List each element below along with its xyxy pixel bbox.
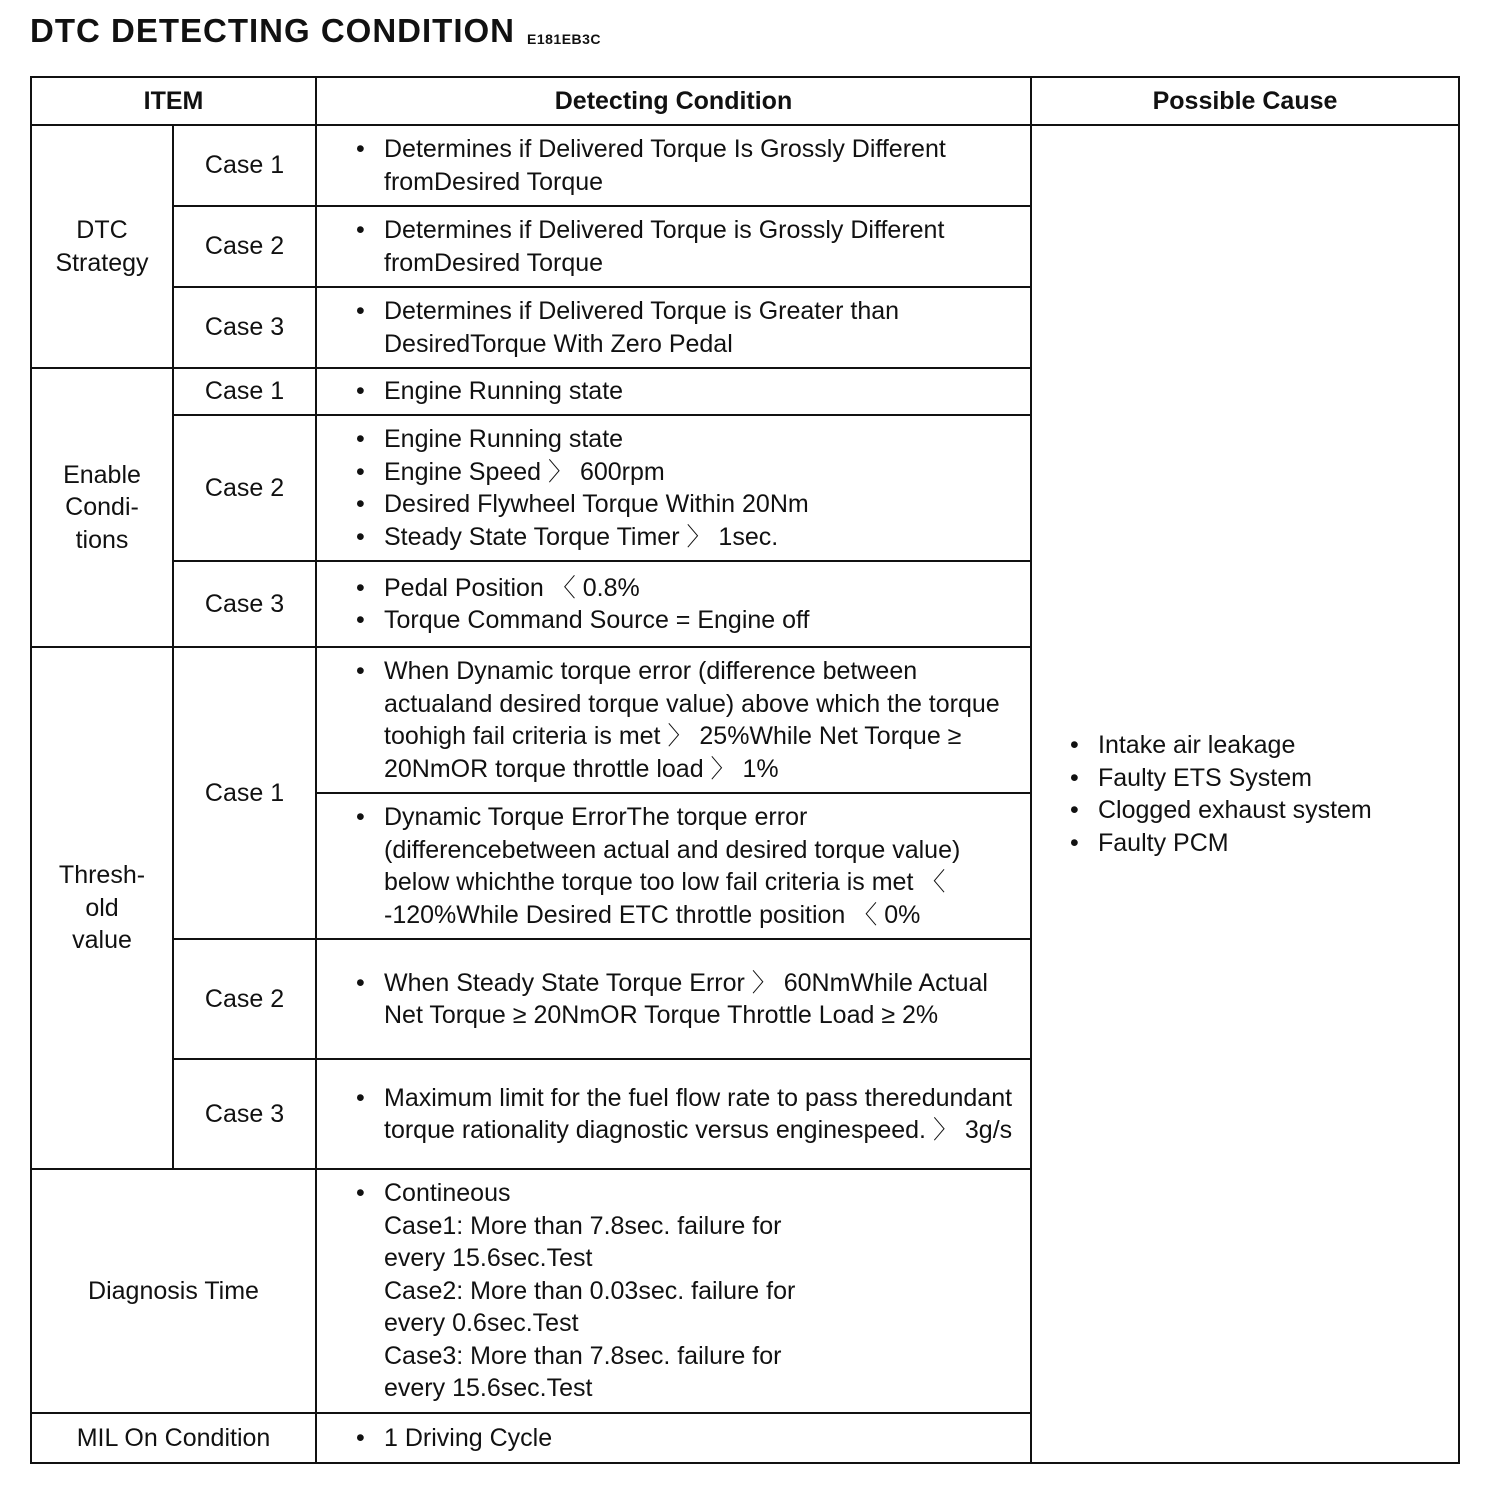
condition-cell bbox=[316, 561, 1031, 647]
group-label-enable-conditions: Enable Condi- tions bbox=[31, 368, 173, 647]
condition-item: • Contineous bbox=[317, 1177, 1024, 1210]
header-possible-cause: Possible Cause bbox=[1031, 77, 1459, 125]
condition-item: • 1 Driving Cycle bbox=[317, 1422, 1024, 1455]
condition-cell bbox=[316, 206, 1031, 287]
diagnosis-line: every 15.6sec.Test bbox=[384, 1244, 593, 1273]
case-label: Case 2 bbox=[173, 939, 316, 1059]
case-label: Case 2 bbox=[173, 415, 316, 561]
group-label-threshold-value: Thresh- old value bbox=[31, 647, 173, 1169]
condition-cell bbox=[316, 793, 1031, 939]
header-item: ITEM bbox=[31, 77, 316, 125]
table-row bbox=[31, 125, 1459, 206]
condition-item: • When Dynamic torque error (difference between actualand desired torque value) above which the torque toohigh fail criteria is met 〉 25%While Net Torque ≥ 20NmOR torque throttle load 〉 1% bbox=[317, 655, 1024, 785]
condition-item: • When Steady State Torque Error 〉 60NmWhile Actual Net Torque ≥ 20NmOR Torque Throttle Load ≥ 2% bbox=[317, 967, 1024, 1032]
case-label: Case 2 bbox=[173, 206, 316, 287]
table-header-row bbox=[31, 77, 1459, 125]
condition-cell bbox=[316, 1059, 1031, 1169]
case-label: Case 1 bbox=[173, 368, 316, 415]
page-title: DTC DETECTING CONDITION bbox=[30, 12, 515, 49]
group-label-diagnosis-time: Diagnosis Time bbox=[31, 1169, 316, 1413]
document-code: E181EB3C bbox=[527, 31, 602, 47]
condition-item: • Engine Speed 〉 600rpm bbox=[317, 456, 1024, 489]
cause-item: • Faulty PCM bbox=[1032, 827, 1452, 860]
diagnosis-line: Case3: More than 7.8sec. failure for bbox=[384, 1341, 782, 1370]
condition-item: • Pedal Position 〈 0.8% bbox=[317, 572, 1024, 605]
condition-cell bbox=[316, 1169, 1031, 1413]
condition-cell bbox=[316, 415, 1031, 561]
condition-item: • Determines if Delivered Torque is Greater than DesiredTorque With Zero Pedal bbox=[317, 295, 1024, 360]
possible-cause-cell bbox=[1031, 125, 1459, 1463]
condition-item: • Engine Running state bbox=[317, 375, 1024, 408]
condition-cell bbox=[316, 287, 1031, 368]
diagnosis-line: Case2: More than 0.03sec. failure for bbox=[384, 1276, 796, 1305]
case-label: Case 1 bbox=[173, 125, 316, 206]
condition-item: • Maximum limit for the fuel flow rate to pass theredundant torque rationality diagnostic versus enginespeed. 〉 3g/s bbox=[317, 1082, 1024, 1147]
case-label: Case 3 bbox=[173, 561, 316, 647]
condition-item: • Torque Command Source = Engine off bbox=[317, 604, 1024, 637]
condition-cell bbox=[316, 368, 1031, 415]
case-label: Case 3 bbox=[173, 1059, 316, 1169]
condition-item: • Determines if Delivered Torque Is Grossly Different fromDesired Torque bbox=[317, 133, 1024, 198]
condition-cell bbox=[316, 125, 1031, 206]
header-detecting-condition: Detecting Condition bbox=[316, 77, 1031, 125]
dtc-condition-table bbox=[30, 76, 1460, 1464]
condition-item: • Dynamic Torque ErrorThe torque error (differencebetween actual and desired torque value) below whichthe torque too low fail criteria is met 〈 -120%While Desired ETC throttle position 〈 0% bbox=[317, 801, 1024, 931]
condition-cell bbox=[316, 939, 1031, 1059]
condition-item: • Determines if Delivered Torque is Grossly Different fromDesired Torque bbox=[317, 214, 1024, 279]
case-label: Case 3 bbox=[173, 287, 316, 368]
group-label-mil-on-condition: MIL On Condition bbox=[31, 1413, 316, 1463]
condition-item: • Steady State Torque Timer 〉 1sec. bbox=[317, 521, 1024, 554]
diagnosis-line: every 15.6sec.Test bbox=[384, 1374, 593, 1403]
diagnosis-line: every 0.6sec.Test bbox=[384, 1309, 579, 1338]
group-label-dtc-strategy: DTC Strategy bbox=[31, 125, 173, 368]
diagnosis-time-details bbox=[317, 1210, 1024, 1405]
cause-item: • Intake air leakage bbox=[1032, 729, 1452, 762]
condition-item: • Engine Running state bbox=[317, 423, 1024, 456]
diagnosis-line: Case1: More than 7.8sec. failure for bbox=[384, 1211, 782, 1240]
cause-item: • Faulty ETS System bbox=[1032, 762, 1452, 795]
condition-cell bbox=[316, 647, 1031, 793]
cause-item: • Clogged exhaust system bbox=[1032, 794, 1452, 827]
case-label: Case 1 bbox=[173, 647, 316, 939]
condition-cell bbox=[316, 1413, 1031, 1463]
condition-item: • Desired Flywheel Torque Within 20Nm bbox=[317, 488, 1024, 521]
